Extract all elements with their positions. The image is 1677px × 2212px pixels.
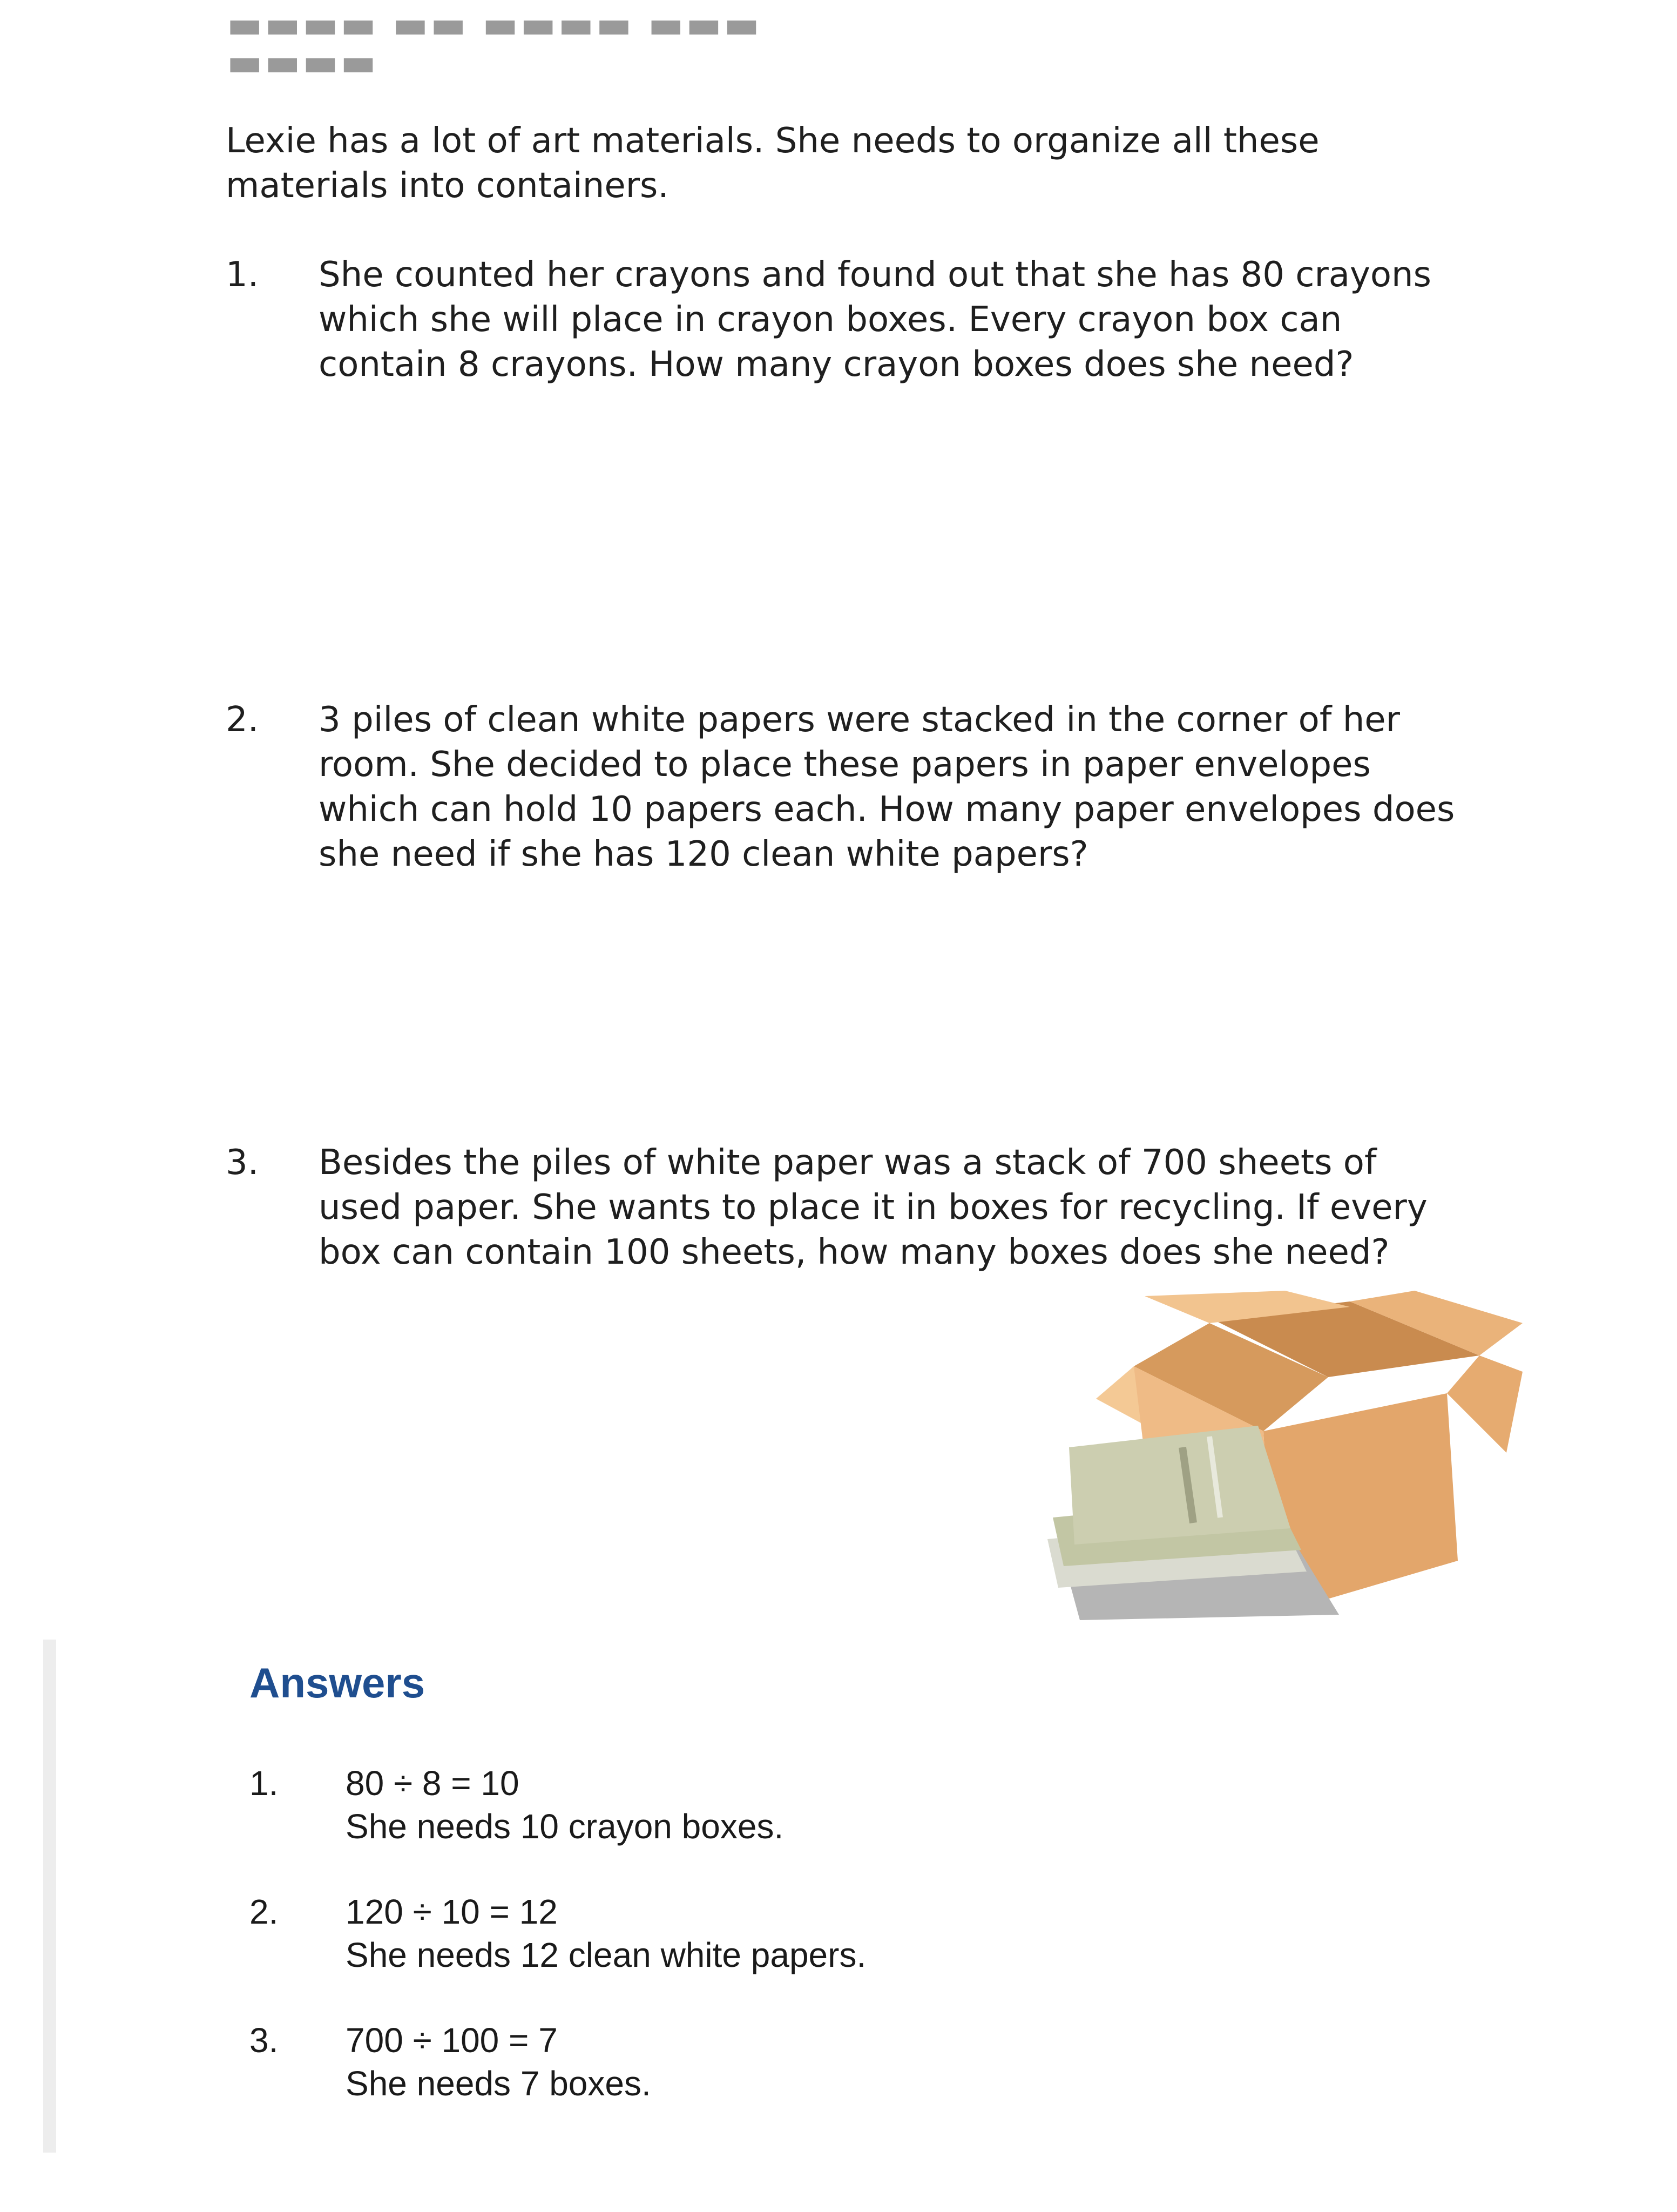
answer-2-number: 2. — [249, 1892, 279, 1931]
answer-2 — [346, 1890, 866, 1977]
paper-stack-top — [1069, 1426, 1290, 1545]
cut-off-heading: ▬▬▬▬ ▬▬ ▬▬▬▬ ▬▬▬ ▬▬▬▬ — [227, 2, 762, 84]
question-3-number: 3. — [226, 1143, 259, 1183]
answer-3-number: 3. — [249, 2021, 279, 2060]
answer-2-equation: 120 ÷ 10 = 12 — [346, 1892, 558, 1931]
question-2-text: 3 piles of clean white papers were stacked in the corner of her room. She decided to place these papers in paper envelopes which can hold 10 papers each. How many paper envelopes does she need if she has 120 clean white papers? — [319, 700, 1455, 874]
answer-3-statement: She needs 7 boxes. — [346, 2064, 651, 2103]
answer-3 — [346, 2019, 651, 2105]
question-1-number: 1. — [226, 255, 259, 295]
answers-side-bar — [43, 1640, 56, 2153]
answer-3-equation: 700 ÷ 100 = 7 — [346, 2021, 558, 2060]
recycling-box-illustration — [1047, 1291, 1528, 1620]
question-3-text: Besides the piles of white paper was a stack of 700 sheets of used paper. She wants to place it in boxes for recycling. If every box can contain 100 sheets, how many boxes does she need? — [319, 1143, 1428, 1272]
answers-heading: Answers — [249, 1659, 425, 1707]
question-2-number: 2. — [226, 700, 259, 740]
answer-1-equation: 80 ÷ 8 = 10 — [346, 1764, 519, 1803]
answer-2-statement: She needs 12 clean white papers. — [346, 1936, 867, 1974]
answer-1-number: 1. — [249, 1764, 279, 1803]
question-1-text: She counted her crayons and found out that she has 80 crayons which she will place in crayon boxes. Every crayon box can contain 8 crayons. How many crayon boxes does she need? — [319, 255, 1431, 385]
box-right-flap — [1447, 1355, 1523, 1453]
intro-paragraph: Lexie has a lot of art materials. She needs to organize all these materials into containers. — [226, 121, 1320, 206]
answer-1-statement: She needs 10 crayon boxes. — [346, 1807, 784, 1846]
answer-1 — [346, 1762, 783, 1848]
